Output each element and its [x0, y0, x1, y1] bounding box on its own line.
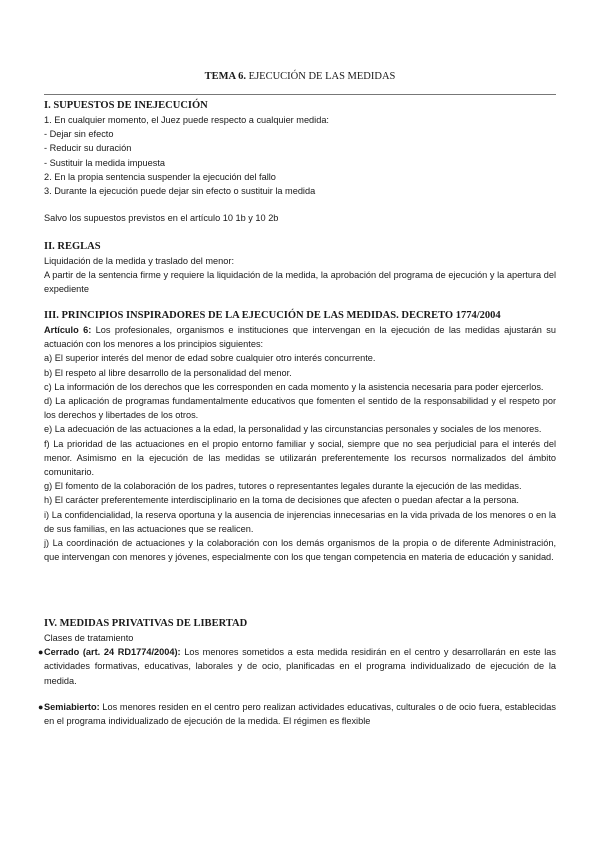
- principle-item: c) La información de los derechos que les corresponden en cada momento y la asistencia necesaria para poder ejercerlos.: [44, 381, 544, 392]
- article-text: Los profesionales, organismos e instituciones que intervengan en la ejecución de las medidas ajustarán su actuación con los menores a los principios siguientes:: [44, 325, 557, 350]
- section-reglas: [44, 240, 556, 297]
- section-supuestos: [44, 99, 556, 225]
- article-paragraph: [44, 323, 556, 351]
- paragraph: A partir de la sentencia firme y requiere la liquidación de la medida, la aprobación del programa de ejecución y la apertura del expediente: [44, 270, 556, 295]
- bullet-icon: ●: [38, 647, 44, 658]
- bullet-icon: ●: [38, 701, 44, 712]
- bullet-text: Los menores sometidos a esta medida residirán en el centro y desarrollarán en este las actividades formativas, educativas, laborales y de ocio, planificadas en el programa individualizado de ejecución de la medida.: [44, 647, 556, 686]
- list-item: 1. En cualquier momento, el Juez puede respecto a cualquier medida:: [44, 115, 329, 125]
- list-item: - Dejar sin efecto: [44, 129, 114, 140]
- principle-item: g) El fomento de la colaboración de los padres, tutores o representantes legales durante la ejecución de las medidas.: [44, 481, 522, 492]
- title-divider: [44, 94, 556, 95]
- principle-item: i) La confidencialidad, la reserva oportuna y la ausencia de injerencias innecesarias en la vida privada de los menores o en la de sus familias, en las actuaciones que se realicen.: [44, 509, 556, 534]
- principle-item: d) La aplicación de programas fundamentalmente educativos que fomenten el sentido de la responsabilidad y el respeto por los derechos y libertades de los otros.: [44, 396, 556, 421]
- article-label: Artículo 6:: [44, 325, 92, 335]
- subheading: Clases de tratamiento: [44, 633, 134, 643]
- section-heading: IV. MEDIDAS PRIVATIVAS DE LIBERTAD: [44, 618, 248, 629]
- principle-item: f) La prioridad de las actuaciones en el propio entorno familiar y social, siempre que no sea perjudicial para el interés del menor. Asimismo en la ejecución de las medidas se utilizarán preferentemente los recursos normalizados del ámbito comunitario.: [44, 438, 556, 478]
- bullet-label: Semiabierto:: [44, 701, 100, 712]
- principle-item: b) El respeto al libre desarrollo de la personalidad del menor.: [44, 367, 292, 378]
- section-note: Salvo los supuestos previstos en el artículo 10 1b y 10 2b: [44, 213, 279, 224]
- principle-item: h) El carácter preferentemente interdisciplinario en la toma de decisiones que afecten o puedan afectar a la persona.: [44, 495, 519, 506]
- bullet-label: Cerrado (art. 24 RD1774/2004):: [44, 647, 181, 658]
- title-prefix: TEMA 6.: [204, 71, 247, 82]
- section-heading: II. REGLAS: [44, 241, 101, 252]
- section-medidas-privativas: [38, 617, 556, 728]
- section-heading: III. PRINCIPIOS INSPIRADORES DE LA EJECUCIÓN DE LAS MEDIDAS. DECRETO 1774/2004: [44, 310, 501, 321]
- principle-item: j) La coordinación de actuaciones y la colaboración con los demás organismos de la propia o de diferente Administración, que intervengan con menores y jóvenes, especialmente con los que tengan competencia en materia de educación y sanidad.: [44, 538, 556, 563]
- section-heading: I. SUPUESTOS DE INEJECUCIÓN: [44, 100, 208, 111]
- bullet-text: Los menores residen en el centro pero realizan actividades educativas, culturales o de ocio fuera, establecidas en el programa individualizado de ejecución de la medida. El régimen es flexible: [44, 701, 556, 727]
- page-title: [44, 71, 556, 82]
- principle-item: e) La adecuación de las actuaciones a la edad, la personalidad y las circunstancias personales y sociales de los menores.: [44, 424, 542, 435]
- paragraph: Liquidación de la medida y traslado del menor:: [44, 256, 234, 266]
- bullet-item: [38, 645, 556, 688]
- title-text: EJECUCIÓN DE LAS MEDIDAS: [246, 71, 396, 82]
- section-principios: [44, 309, 556, 564]
- list-item: 3. Durante la ejecución puede dejar sin efecto o sustituir la medida: [44, 186, 316, 197]
- principle-item: a) El superior interés del menor de edad sobre cualquier otro interés concurrente.: [44, 353, 376, 364]
- bullet-item: [38, 700, 556, 728]
- list-item: - Reducir su duración: [44, 143, 132, 154]
- list-item: - Sustituir la medida impuesta: [44, 157, 166, 168]
- list-item: 2. En la propia sentencia suspender la ejecución del fallo: [44, 171, 276, 182]
